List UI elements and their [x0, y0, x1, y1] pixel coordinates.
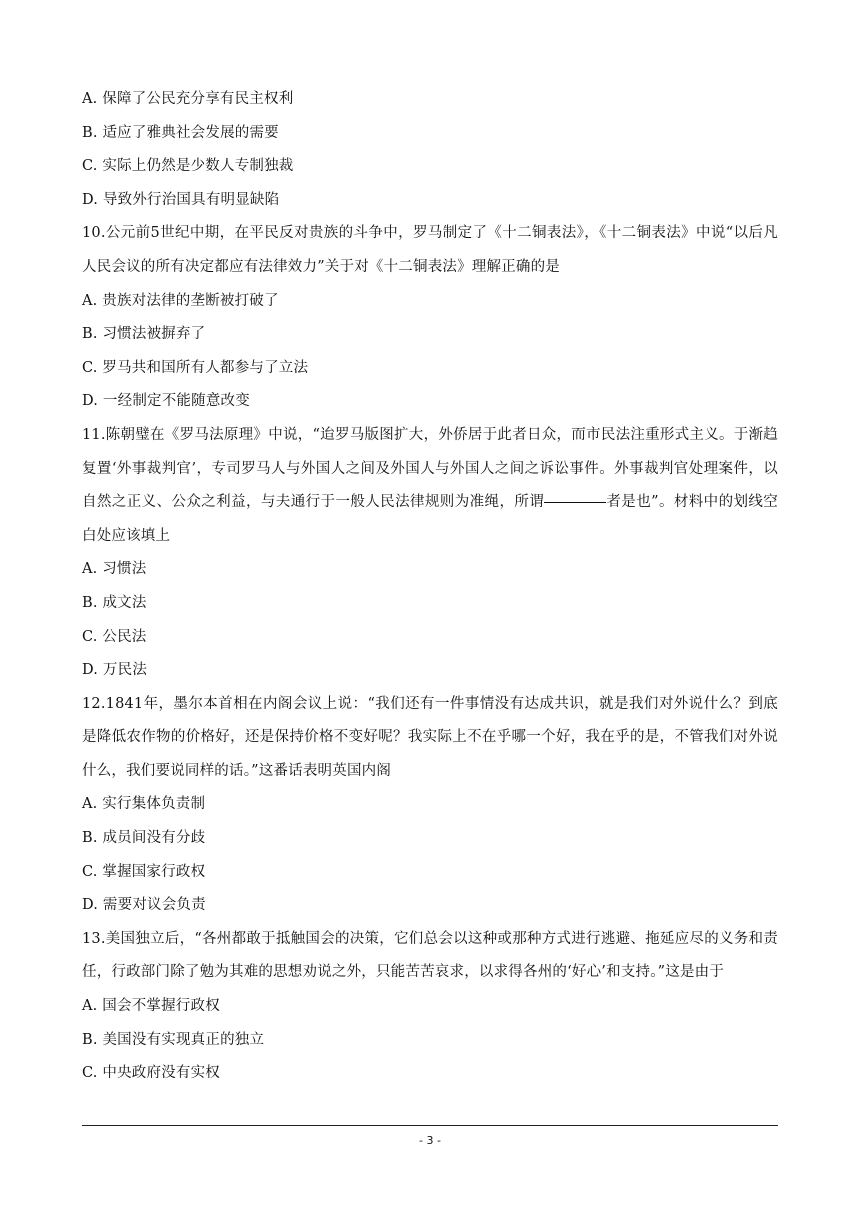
q11-option-d: D. 万民法	[82, 662, 148, 679]
fill-in-blank	[544, 501, 606, 503]
q12-option-d: D. 需要对议会负责	[82, 897, 206, 914]
q12-option-c: C. 掌握国家行政权	[82, 863, 206, 880]
q13-stem: 13.美国独立后，“各州都敢于抵触国会的决策，它们总会以这种或那种方式进行逃避、拖延应尽的义务和责任，行政部门除了勉为其难的思想劝说之外，只能苦苦哀求，以求得各州的‘好心’和支持。”这是由于	[82, 930, 778, 981]
q9-option-d: D. 导致外行治国具有明显缺陷	[82, 191, 280, 208]
q11-option-a: A. 习惯法	[82, 561, 147, 578]
q12-stem: 12.1841年，墨尔本首相在内阁会议上说：“我们还有一件事情没有达成共识，就是我们对外说什么？到底是降低农作物的价格好，还是保持价格不变好呢？我实际上不在乎哪一个好，我在乎的是，不管我们对外说什么，我们要说同样的话。”这番话表明英国内阁	[82, 695, 778, 779]
q10-option-c: C. 罗马共和国所有人都参与了立法	[82, 359, 309, 376]
q10-option-d: D. 一经制定不能随意改变	[82, 393, 250, 410]
q13-option-b: B. 美国没有实现真正的独立	[82, 1031, 265, 1048]
document-body	[82, 83, 778, 1091]
q11-option-c: C. 公民法	[82, 628, 147, 645]
footer-divider	[82, 1125, 778, 1126]
q9-option-a: A. 保障了公民充分享有民主权利	[82, 91, 294, 107]
q9-option-c: C. 实际上仍然是少数人专制独裁	[82, 158, 294, 175]
q10-option-a: A. 贵族对法律的垄断被打破了	[82, 292, 279, 309]
q10-option-b: B. 习惯法被摒弃了	[82, 326, 206, 343]
q10-stem: 10.公元前5世纪中期，在平民反对贵族的斗争中，罗马制定了《十二铜表法》，《十二铜表法》中说“以后凡人民会议的所有决定都应有法律效力”关于对《十二铜表法》理解正确的是	[82, 225, 778, 275]
q12-option-b: B. 成员间没有分歧	[82, 830, 206, 847]
page-number: - 3 -	[419, 1134, 441, 1147]
q13-option-a: A. 国会不掌握行政权	[82, 998, 220, 1015]
q11-stem-after: 者是也”。材料中的划线空白处应该填上	[82, 494, 779, 544]
q13-option-c: C. 中央政府没有实权	[82, 1065, 220, 1082]
q11-option-b: B. 成文法	[82, 594, 147, 611]
q12-option-a: A. 实行集体负责制	[82, 796, 206, 813]
q9-option-b: B. 适应了雅典社会发展的需要	[82, 124, 279, 141]
q11-stem	[82, 419, 778, 553]
q11-stem-before: 11.陈朝璧在《罗马法原理》中说，“迨罗马版图扩大，外侨居于此者日众，而市民法注重形式主义。于渐趋复置‘外事裁判官’，专司罗马人与外国人之间及外国人与外国人之间之诉讼事件。外事裁判官处理案件，以自然之正义、公众之利益，与夫通行于一般人民法律规则为准绳，所谓	[82, 426, 778, 511]
